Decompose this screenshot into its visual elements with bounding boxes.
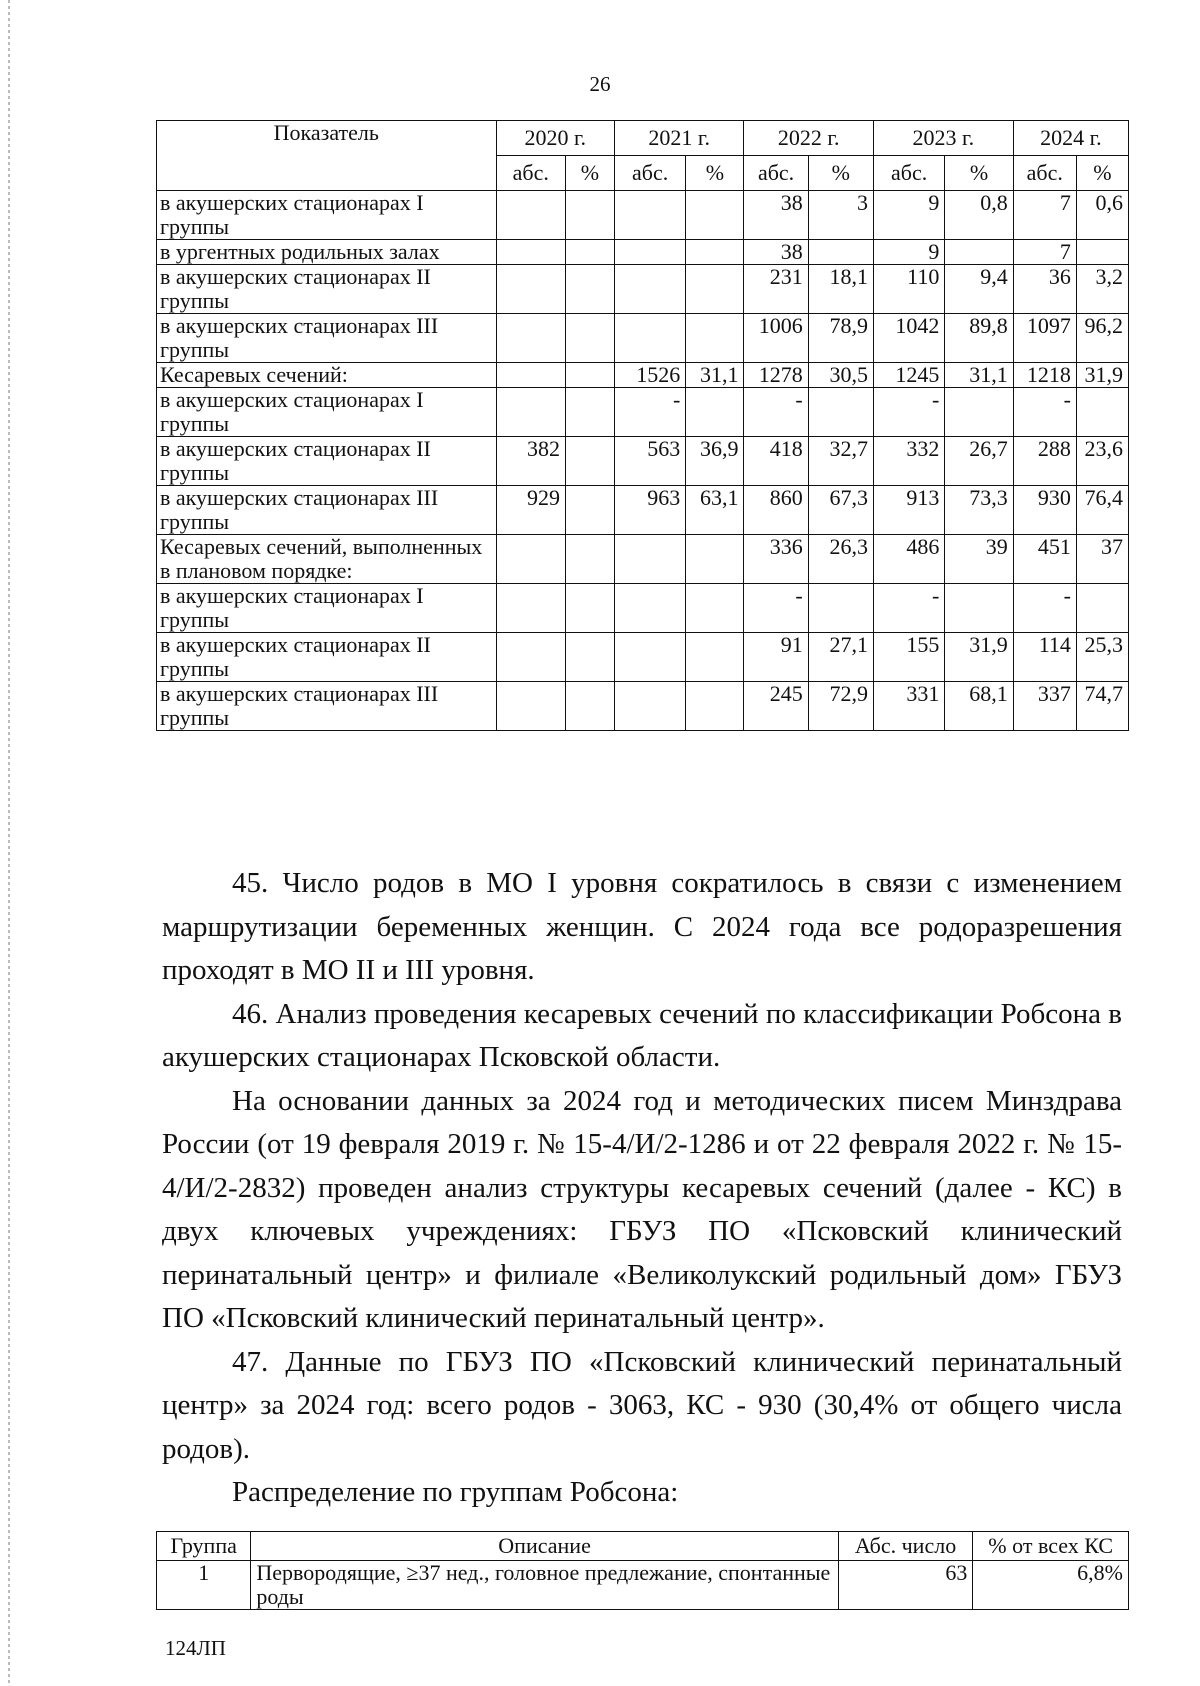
table-row — [157, 486, 1129, 535]
cell-abs: 38 — [744, 240, 808, 265]
cell-percent: 31,9 — [1076, 363, 1128, 388]
footer-code: 124ЛП — [165, 1636, 226, 1660]
cell-abs: 288 — [1013, 437, 1076, 486]
cell-percent — [686, 191, 744, 240]
cell-abs: 155 — [873, 633, 944, 682]
cell-percent — [565, 363, 614, 388]
cell-abs: 7 — [1013, 240, 1076, 265]
row-label: в акушерских стационарах II группы — [157, 437, 497, 486]
cell-abs: 231 — [744, 265, 808, 314]
cell-abs: 91 — [744, 633, 808, 682]
row-label: в ургентных родильных залах — [157, 240, 497, 265]
row-label: в акушерских стационарах III группы — [157, 486, 497, 535]
cell-percent — [565, 486, 614, 535]
scan-margin-edge — [8, 0, 10, 1686]
cell-abs: - — [1013, 388, 1076, 437]
table-row — [157, 388, 1129, 437]
cell-percent — [1076, 240, 1128, 265]
cell-abs — [614, 314, 685, 363]
robson-header-row — [157, 1532, 1129, 1561]
cell-percent — [565, 388, 614, 437]
cell-percent: 37 — [1076, 535, 1128, 584]
cell-abs — [496, 388, 565, 437]
cell-percent: 26,3 — [808, 535, 873, 584]
cell-percent — [686, 388, 744, 437]
cell-abs: 245 — [744, 682, 808, 731]
cell-percent — [565, 265, 614, 314]
cell-abs: 860 — [744, 486, 808, 535]
cell-abs: 7 — [1013, 191, 1076, 240]
paragraph-methodology: На основании данных за 2024 год и методических писем Минздрава России (от 19 февраля 2019 г. № 15-4/И/2-1286 и от 22 февраля 2022 г. № 15-4/И/2-2832) проведен анализ структуры кесаревых сечений (далее - КС) в двух ключевых учреждениях: ГБУЗ ПО «Псковский клинический перинатальный центр» и филиале «Великолукский родильный дом» ГБУЗ ПО «Псковский клинический перинатальный центр». — [162, 1084, 1122, 1334]
cell-percent: 18,1 — [808, 265, 873, 314]
row-label: в акушерских стационарах II группы — [157, 633, 497, 682]
robson-caption: Распределение по группам Робсона: — [232, 1476, 679, 1508]
cell-percent: 3,2 — [1076, 265, 1128, 314]
cell-abs — [496, 191, 565, 240]
cell-percent — [1076, 584, 1128, 633]
robson-description: Первородящие, ≥37 нед., головное предлежание, спонтанные роды — [251, 1561, 838, 1610]
row-label: в акушерских стационарах I группы — [157, 584, 497, 633]
cell-abs — [614, 535, 685, 584]
cell-percent: 36,9 — [686, 437, 744, 486]
cell-abs: 1526 — [614, 363, 685, 388]
subheader-abs: абс. — [744, 156, 808, 191]
subheader-percent: % — [686, 156, 744, 191]
cell-percent — [565, 682, 614, 731]
table-row — [157, 437, 1129, 486]
cell-percent — [686, 314, 744, 363]
row-label: в акушерских стационарах I группы — [157, 191, 497, 240]
subheader-abs: абс. — [1013, 156, 1076, 191]
header-year: 2022 г. — [744, 121, 874, 156]
cell-abs: 38 — [744, 191, 808, 240]
statistics-table — [156, 120, 1129, 731]
table-row — [157, 191, 1129, 240]
page-number: 26 — [589, 72, 611, 96]
cell-percent: 68,1 — [945, 682, 1013, 731]
cell-percent — [808, 388, 873, 437]
subheader-percent: % — [808, 156, 873, 191]
cell-abs: 563 — [614, 437, 685, 486]
paragraph-46: 46. Анализ проведения кесаревых сечений по классификации Робсона в акушерских стационарах Псковской области. — [162, 997, 1122, 1073]
cell-abs: - — [873, 388, 944, 437]
cell-abs: - — [744, 388, 808, 437]
row-label: в акушерских стационарах I группы — [157, 388, 497, 437]
subheader-percent: % — [1076, 156, 1128, 191]
cell-abs — [614, 191, 685, 240]
cell-percent: 31,1 — [686, 363, 744, 388]
cell-abs — [496, 265, 565, 314]
cell-abs: 451 — [1013, 535, 1076, 584]
cell-abs — [614, 633, 685, 682]
cell-percent: 39 — [945, 535, 1013, 584]
cell-percent: 89,8 — [945, 314, 1013, 363]
cell-abs: - — [614, 388, 685, 437]
cell-percent: 27,1 — [808, 633, 873, 682]
cell-abs: 9 — [873, 191, 944, 240]
cell-percent — [565, 314, 614, 363]
table-row — [157, 314, 1129, 363]
cell-abs: 382 — [496, 437, 565, 486]
cell-abs: 418 — [744, 437, 808, 486]
statistics-table-body — [157, 191, 1129, 731]
cell-percent: 63,1 — [686, 486, 744, 535]
cell-percent — [686, 265, 744, 314]
header-abs-number: Абс. число — [838, 1532, 973, 1561]
cell-abs: 963 — [614, 486, 685, 535]
cell-abs: 1097 — [1013, 314, 1076, 363]
subheader-percent: % — [565, 156, 614, 191]
table-row — [157, 535, 1129, 584]
cell-percent: 0,6 — [1076, 191, 1128, 240]
cell-abs: 930 — [1013, 486, 1076, 535]
cell-percent: 73,3 — [945, 486, 1013, 535]
table-row — [157, 363, 1129, 388]
cell-percent — [1076, 388, 1128, 437]
robson-abs: 63 — [838, 1561, 973, 1610]
cell-abs: 913 — [873, 486, 944, 535]
cell-percent — [945, 584, 1013, 633]
row-label: в акушерских стационарах II группы — [157, 265, 497, 314]
cell-percent — [565, 584, 614, 633]
header-year: 2021 г. — [614, 121, 744, 156]
robson-group: 1 — [157, 1561, 251, 1610]
cell-abs: 337 — [1013, 682, 1076, 731]
cell-abs — [496, 535, 565, 584]
cell-percent: 74,7 — [1076, 682, 1128, 731]
cell-abs: - — [873, 584, 944, 633]
body-text — [162, 862, 1122, 1515]
cell-abs — [614, 265, 685, 314]
cell-percent — [565, 191, 614, 240]
cell-percent: 67,3 — [808, 486, 873, 535]
cell-abs — [614, 240, 685, 265]
cell-abs: 1042 — [873, 314, 944, 363]
table-row — [157, 682, 1129, 731]
cell-percent: 31,1 — [945, 363, 1013, 388]
cell-percent — [686, 682, 744, 731]
header-description: Описание — [251, 1532, 838, 1561]
cell-percent: 0,8 — [945, 191, 1013, 240]
robson-table — [156, 1531, 1129, 1610]
cell-abs: 336 — [744, 535, 808, 584]
row-label: в акушерских стационарах III группы — [157, 682, 497, 731]
cell-percent: 76,4 — [1076, 486, 1128, 535]
cell-abs: - — [744, 584, 808, 633]
cell-percent — [686, 535, 744, 584]
cell-percent — [686, 584, 744, 633]
row-label: Кесаревых сечений, выполненных в плановом порядке: — [157, 535, 497, 584]
cell-percent — [686, 633, 744, 682]
cell-percent — [565, 633, 614, 682]
cell-percent: 3 — [808, 191, 873, 240]
cell-abs: - — [1013, 584, 1076, 633]
table-row — [157, 633, 1129, 682]
cell-percent: 26,7 — [945, 437, 1013, 486]
cell-percent: 32,7 — [808, 437, 873, 486]
table-header-row — [157, 121, 1129, 156]
cell-percent: 30,5 — [808, 363, 873, 388]
subheader-abs: абс. — [496, 156, 565, 191]
cell-percent: 25,3 — [1076, 633, 1128, 682]
table-row — [157, 584, 1129, 633]
header-percent-of-cs: % от всех КС — [973, 1532, 1129, 1561]
cell-abs — [496, 633, 565, 682]
cell-percent: 72,9 — [808, 682, 873, 731]
row-label: в акушерских стационарах III группы — [157, 314, 497, 363]
cell-percent — [945, 240, 1013, 265]
cell-abs: 1245 — [873, 363, 944, 388]
cell-percent: 96,2 — [1076, 314, 1128, 363]
cell-abs: 486 — [873, 535, 944, 584]
cell-abs — [496, 363, 565, 388]
cell-percent — [945, 388, 1013, 437]
cell-percent — [565, 437, 614, 486]
cell-percent — [565, 535, 614, 584]
cell-percent — [686, 240, 744, 265]
header-year: 2024 г. — [1013, 121, 1128, 156]
cell-abs: 332 — [873, 437, 944, 486]
cell-abs: 36 — [1013, 265, 1076, 314]
cell-percent: 78,9 — [808, 314, 873, 363]
row-label: Кесаревых сечений: — [157, 363, 497, 388]
cell-abs: 110 — [873, 265, 944, 314]
header-group: Группа — [157, 1532, 251, 1561]
cell-abs — [496, 584, 565, 633]
cell-abs — [614, 584, 685, 633]
cell-abs — [496, 682, 565, 731]
subheader-abs: абс. — [873, 156, 944, 191]
robson-row — [157, 1561, 1129, 1610]
cell-percent — [565, 240, 614, 265]
cell-percent — [808, 584, 873, 633]
header-year: 2023 г. — [873, 121, 1013, 156]
cell-abs: 331 — [873, 682, 944, 731]
cell-abs — [496, 314, 565, 363]
cell-abs: 114 — [1013, 633, 1076, 682]
header-year: 2020 г. — [496, 121, 614, 156]
cell-abs: 1278 — [744, 363, 808, 388]
paragraph-47: 47. Данные по ГБУЗ ПО «Псковский клинический перинатальный центр» за 2024 год: всего родов - 3063, КС - 930 (30,4% от общего числа родов). — [162, 1345, 1122, 1465]
cell-percent: 31,9 — [945, 633, 1013, 682]
table-row — [157, 240, 1129, 265]
cell-percent: 9,4 — [945, 265, 1013, 314]
table-row — [157, 265, 1129, 314]
cell-abs: 1006 — [744, 314, 808, 363]
header-indicator: Показатель — [157, 121, 497, 191]
cell-abs: 929 — [496, 486, 565, 535]
subheader-abs: абс. — [614, 156, 685, 191]
cell-abs: 9 — [873, 240, 944, 265]
subheader-percent: % — [945, 156, 1013, 191]
robson-percent: 6,8% — [973, 1561, 1129, 1610]
cell-percent — [808, 240, 873, 265]
cell-abs: 1218 — [1013, 363, 1076, 388]
cell-abs — [496, 240, 565, 265]
cell-percent: 23,6 — [1076, 437, 1128, 486]
paragraph-45: 45. Число родов в МО I уровня сократилось в связи с изменением маршрутизации беременных женщин. С 2024 года все родоразрешения проходят в МО II и III уровня. — [162, 867, 1122, 986]
cell-abs — [614, 682, 685, 731]
